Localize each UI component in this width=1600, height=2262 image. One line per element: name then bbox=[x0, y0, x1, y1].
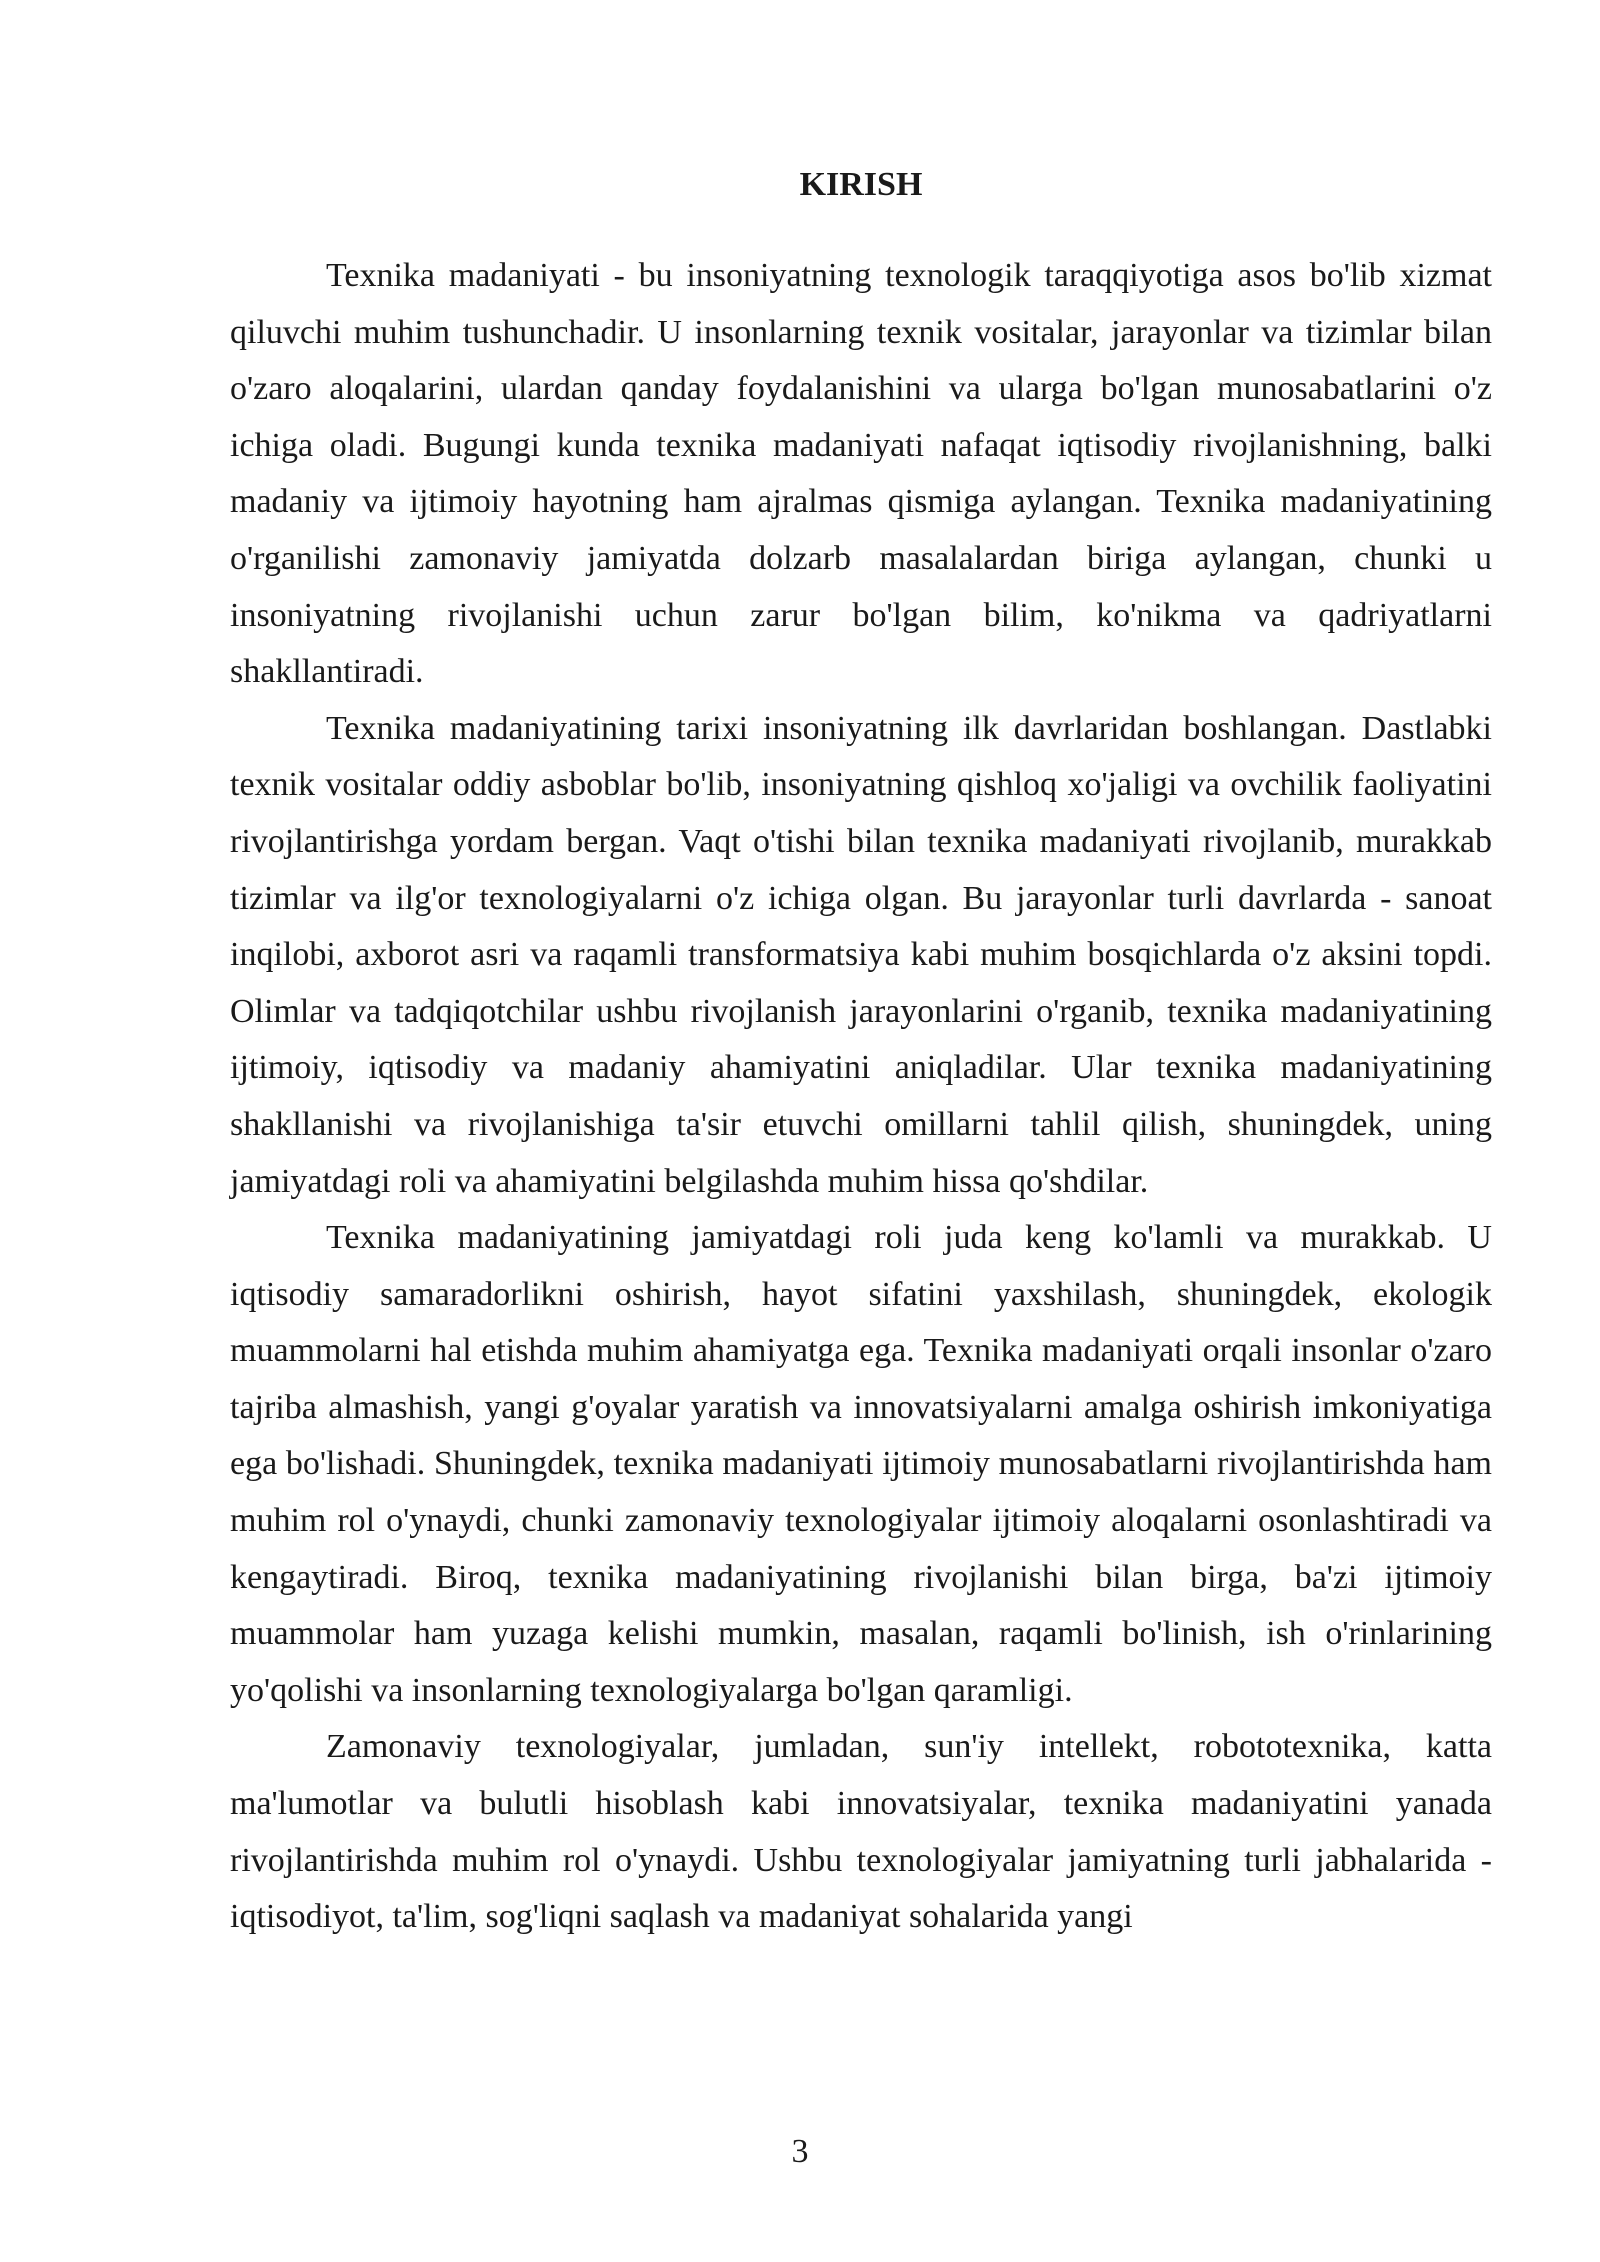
page-title: KIRISH bbox=[799, 166, 923, 203]
paragraph-2: Texnika madaniyatining tarixi insoniyatning ilk davrlaridan boshlangan. Dastlabki texnik vositalar oddiy asboblar bo'lib, insoniyatning qishloq xo'jaligi va ovchilik faoliyatini rivojlantirishga yordam bergan. Vaqt o'tishi bilan texnika madaniyati rivojlanib, murakkab tizimlar va ilg'or texnologiyalarni o'z ichiga olgan. Bu jarayonlar turli davrlarda - sanoat inqilobi, axborot asri va raqamli transformatsiya kabi muhim bosqichlarda o'z aksini topdi. Olimlar va tadqiqotchilar ushbu rivojlanish jarayonlarini o'rganib, texnika madaniyatining ijtimoiy, iqtisodiy va madaniy ahamiyatini aniqladilar. Ular texnika madaniyatining shakllanishi va rivojlanishiga ta'sir etuvchi omillarni tahlil qilish, shuningdek, uning jamiyatdagi roli va ahamiyatini belgilashda muhim hissa qo'shdilar. bbox=[230, 709, 1492, 1200]
paragraph-1: Texnika madaniyati - bu insoniyatning texnologik taraqqiyotiga asos bo'lib xizmat qiluvchi muhim tushunchadir. U insonlarning texnik vositalar, jarayonlar va tizimlar bilan o'zaro aloqalarini, ulardan qanday foydalanishini va ularga bo'lgan munosabatlarini o'z ichiga oladi. Bugungi kunda texnika madaniyati nafaqat iqtisodiy rivojlanishning, balki madaniy va ijtimoiy hayotning ham ajralmas qismiga aylangan. Texnika madaniyatining o'rganilishi zamonaviy jamiyatda dolzarb masalalardan biriga aylangan, chunki u insoniyatning rivojlanishi uchun zarur bo'lgan bilim, ko'nikma va qadriyatlarni shakllantiradi. bbox=[230, 257, 1492, 691]
body-text bbox=[230, 248, 1492, 1946]
page-number: 3 bbox=[791, 2133, 809, 2170]
paragraph-3: Texnika madaniyatining jamiyatdagi roli juda keng ko'lamli va murakkab. U iqtisodiy samaradorlikni oshirish, hayot sifatini yaxshilash, shuningdek, ekologik muammolarni hal etishda muhim ahamiyatga ega. Texnika madaniyati orqali insonlar o'zaro tajriba almashish, yangi g'oyalar yaratish va innovatsiyalarni amalga oshirish imkoniyatiga ega bo'lishadi. Shuningdek, texnika madaniyati ijtimoiy munosabatlarni rivojlantirishda ham muhim rol o'ynaydi, chunki zamonaviy texnologiyalar ijtimoiy aloqalarni osonlashtiradi va kengaytiradi. Biroq, texnika madaniyatining rivojlanishi bilan birga, ba'zi ijtimoiy muammolar ham yuzaga kelishi mumkin, masalan, raqamli bo'linish, ish o'rinlarining yo'qolishi va insonlarning texnologiyalarga bo'lgan qaramligi. bbox=[230, 1219, 1492, 1709]
paragraph-4: Zamonaviy texnologiyalar, jumladan, sun'iy intellekt, robototexnika, katta ma'lumotlar va bulutli hisoblash kabi innovatsiyalar, texnika madaniyatini yanada rivojlantirishda muhim rol o'ynaydi. Ushbu texnologiyalar jamiyatning turli jabhalarida - iqtisodiyot, ta'lim, sog'liqni saqlash va madaniyat sohalarida yangi bbox=[230, 1728, 1492, 1936]
